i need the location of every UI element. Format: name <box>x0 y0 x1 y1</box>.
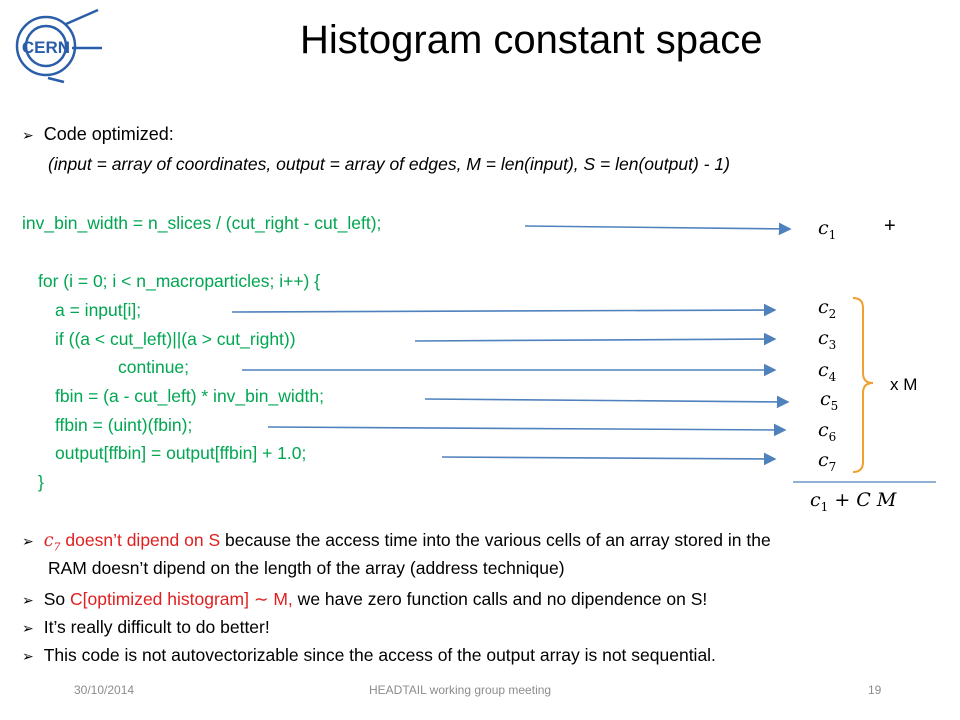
total-cost: $c_1 + C$ M <box>810 489 897 514</box>
conclusion-bullet-3: ➢ It’s really difficult to do better! <box>22 617 270 637</box>
code-line-7: ffbin = (uint)(fbin); <box>55 415 193 435</box>
conclusion-bullet-1: ➢ $c_7$ doesn’t dipend on S because the access time into the various cells of an array stored in the <box>22 530 771 554</box>
footer-event: HEADTAIL working group meeting <box>369 683 552 697</box>
multiplier-label: x M <box>890 375 918 394</box>
code-line-8: output[ffbin] = output[ffbin] + 1.0; <box>55 443 307 463</box>
intro-subtitle: (input = array of coordinates, output = array of edges, M = len(input), S = len(output) - 1) <box>48 154 730 174</box>
cost-c5: $c_5$ <box>820 388 839 413</box>
bullet-arrow-icon: ➢ <box>22 592 34 608</box>
code-line-4: if ((a < cut_left)||(a > cut_right)) <box>55 329 296 349</box>
bullet-arrow-icon: ➢ <box>22 127 34 143</box>
bullet-arrow-icon: ➢ <box>22 620 34 636</box>
arrow-c3 <box>415 339 775 341</box>
cost-plus: + <box>884 215 896 237</box>
arrow-c6 <box>268 427 785 430</box>
code-line-9: } <box>38 472 44 492</box>
arrow-c7 <box>442 457 775 459</box>
intro-heading: Code optimized: <box>43 124 174 144</box>
code-line-3: a = input[i]; <box>55 300 142 320</box>
footer-date: 30/10/2014 <box>74 683 135 697</box>
cost-c3: $c_3$ <box>818 327 837 352</box>
conclusion-bullet-4: ➢ This code is not autovectorizable since the access of the output array is not sequential. <box>22 645 716 665</box>
code-line-1: inv_bin_width = n_slices / (cut_right - cut_left); <box>22 213 382 233</box>
bullet-arrow-icon: ➢ <box>22 533 34 549</box>
cost-c4: $c_4$ <box>818 359 837 384</box>
cost-c1: $c_1$ <box>818 217 837 242</box>
arrow-c2 <box>232 310 775 312</box>
code-line-5: continue; <box>118 357 190 377</box>
conclusion-bullet-1-line2: RAM doesn’t dipend on the length of the array (address technique) <box>48 558 565 578</box>
loop-bracket <box>853 298 873 472</box>
cost-c2: $c_2$ <box>818 296 837 321</box>
footer-page-number: 19 <box>868 683 882 697</box>
page-title: Histogram constant space <box>300 18 763 62</box>
arrow-c5 <box>425 399 788 402</box>
cost-c6: $c_6$ <box>818 419 837 444</box>
code-line-6: fbin = (a - cut_left) * inv_bin_width; <box>55 386 324 406</box>
arrow-c1 <box>525 226 790 229</box>
cost-c7: $c_7$ <box>818 449 837 474</box>
code-line-2: for (i = 0; i < n_macroparticles; i++) { <box>38 271 321 291</box>
conclusion-bullet-2: ➢ So C[optimized histogram] ∼ M, we have zero function calls and no dipendence on S! <box>22 589 708 609</box>
logo-text: CERN <box>21 38 71 57</box>
bullet-arrow-icon: ➢ <box>22 648 34 664</box>
